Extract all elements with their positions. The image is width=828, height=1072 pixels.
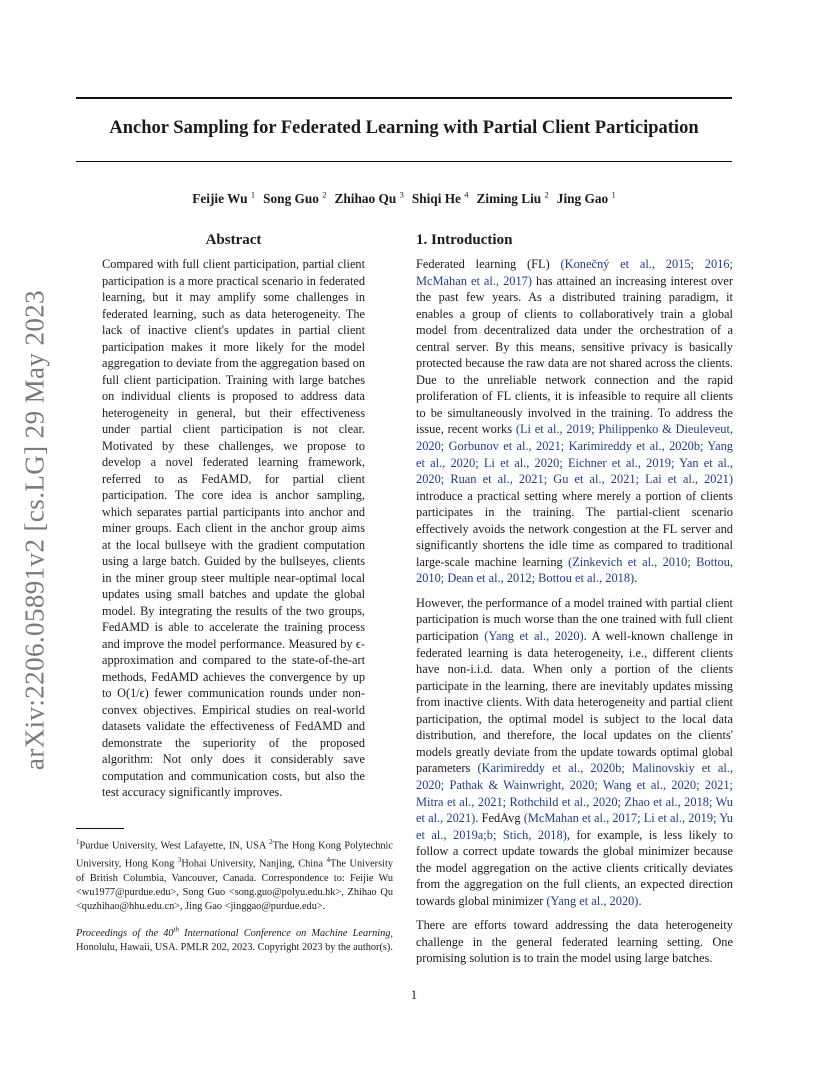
citation-link[interactable]: (Zinkevich et al., 2010; Bottou, 2010; Dean et al., 2012; Bottou et al., 2018): [416, 554, 734, 586]
author-list: [76, 190, 732, 207]
footnotes: [76, 828, 393, 955]
footnote-mark: 3: [177, 856, 182, 865]
paragraph-text: However, the performance of a model trained with partial client participation is much worse than the one trained with full client participation: [416, 595, 733, 644]
affiliation-footnote: [76, 835, 393, 914]
right-column: [416, 232, 733, 967]
author-name: [477, 191, 549, 206]
affiliation-text: Hohai University, Nanjing, China: [181, 858, 327, 870]
paragraph-text: .: [638, 893, 642, 908]
footnote-mark: 4: [326, 856, 330, 865]
author-name: [263, 191, 326, 206]
author-affiliation-mark: 1: [250, 190, 256, 200]
author-name: [557, 191, 616, 206]
abstract-text: Compared with full client participation, partial client participation is a more practical scenario in federated learning, but it may amplify some challenges in federated learning, such as data heterogeneity. The lack of inactive client's updates in partial client participation makes it more likely for the model aggregation to deviate from the aggregation based on full client participation. Training with large batches on individual clients is proposed to address data heterogeneity in general, but their effectiveness under partial client participation is not clear. Motivated by these challenges, we propose to develop a novel federated learning framework, referred to as FedAMD, for partial client participation. The core idea is anchor sampling, which separates partial participants into anchor and miner groups. Each client in the anchor group aims at the local bullseye with the gradient computation using a large batch. Guided by the bullseyes, clients in the miner group steer multiple near-optimal local updates using small batches and update the global model. By integrating the results of the two groups, FedAMD is able to accelerate the training process and improve the model performance. Measured by ϵ-approximation and compared to the state-of-the-art methods, FedAMD achieves the convergence by up to O(1/ϵ) fewer communication rounds under non-convex objectives. Empirical studies on real-world datasets validate the effectiveness of FedAMD and demonstrate the superiority of the proposed algorithm: Not only does it considerably save computation and communication costs, but also the test accuracy significantly improves.: [102, 257, 365, 799]
paragraph-text: introduce a practical setting where merely a portion of clients participates in the training. The partial-client scenario effectively avoids the network congestion at the FL server and significantly shortens the idle time as compared to traditional large-scale machine learning: [416, 488, 733, 569]
proceedings-number: 40: [163, 928, 174, 940]
paragraph-text: .: [634, 571, 638, 586]
citation-link[interactable]: (Yang et al., 2020): [546, 893, 639, 908]
proceedings-footnote: [76, 923, 393, 955]
left-column: [102, 232, 365, 801]
paragraph-text: , for example, is less likely to follow a correct update towards the global minimizer because the model aggregation on the active clients critically deviates from the aggregation on the full clients, an expected direction towards global minimizer: [416, 827, 734, 908]
affiliation-text: The Hong Kong Polytechnic University, Hong Kong: [76, 840, 393, 870]
paragraph-text: Federated learning (FL): [416, 257, 561, 271]
author-name-text: Zhihao Qu: [334, 191, 397, 207]
introduction-paragraph: [416, 256, 733, 587]
citation-link[interactable]: (Konečný et al., 2015; 2016; McMahan et al., 2017): [416, 257, 733, 288]
author-name-text: Song Guo: [263, 191, 319, 207]
author-name-text: Jing Gao: [556, 191, 609, 207]
affiliation-text: The University of British Columbia, Vancouver, Canada. Correspondence to: Feijie Wu <wu1977@purdue.edu>, Song Guo <song.guo@polyu.edu.hk>, Zhihao Qu <quzhihao@hhu.edu.cn>, Jing Gao <jinggao@purdue.edu>.: [76, 858, 393, 912]
page-number: 1: [410, 988, 418, 1002]
proceedings-prefix: Proceedings of the: [76, 928, 164, 940]
author-affiliation-mark: 2: [322, 190, 327, 200]
paragraph-text: There are efforts toward addressing the data heterogeneity challenge in the general federated learning setting. One promising solution is to train the model using large batches.: [416, 918, 733, 966]
footnote-mark: 2: [269, 838, 273, 846]
paper-title: Anchor Sampling for Federated Learning with Partial Client Participation: [109, 118, 699, 138]
title-rule-bottom: [76, 161, 732, 162]
footnote-rule: [76, 828, 124, 829]
paragraph-text: . FedAvg: [475, 811, 524, 826]
proceedings-details: , Honolulu, Hawaii, USA. PMLR 202, 2023. Copyright 2023 by the author(s).: [76, 928, 393, 954]
author-name: [192, 191, 255, 206]
author-name-text: Feijie Wu: [192, 191, 248, 207]
proceedings-ordinal: th: [173, 925, 179, 934]
author-name-text: Shiqi He: [411, 191, 461, 207]
abstract-heading: Abstract: [205, 232, 262, 248]
affiliation-text: Purdue University, West Lafayette, IN, USA: [79, 840, 270, 852]
introduction-paragraph: [416, 917, 733, 967]
author-name: [335, 191, 404, 206]
proceedings-venue: International Conference on Machine Learning: [178, 928, 391, 940]
arxiv-identifier: arXiv:2206.05891v2 [cs.LG] 29 May 2023: [19, 289, 50, 771]
citation-link[interactable]: (Yang et al., 2020): [484, 629, 584, 644]
citation-link[interactable]: (Karimireddy et al., 2020b; Malinovskiy et al., 2020; Pathak & Wainwright, 2020; Wang et al., 2020; 2021; Mitra et al., 2021; Rothchild et al., 2020; Zhao et al., 2018; Wu et al., 2021): [416, 761, 733, 826]
citation-link[interactable]: (McMahan et al., 2017; Li et al., 2019; Yu et al., 2019a;b; Stich, 2018): [416, 811, 733, 842]
introduction-body: [416, 256, 733, 967]
title-rule-top: [76, 97, 732, 99]
author-name-text: Ziming Liu: [476, 191, 542, 207]
citation-link[interactable]: (Li et al., 2019; Philippenko & Dieuleveut, 2020; Gorbunov et al., 2021; Karimireddy et al., 2020b; Yang et al., 2020; Li et al., 2020; Eichner et al., 2019; Yan et al., 2020; Ruan et al., 2021; Gu et al., 2021; Lai et al., 2021): [416, 422, 733, 487]
paragraph-text: . A well-known challenge in federated learning is data heterogeneity, i.e., different clients have non-i.i.d. data. When only a portion of the clients participate in the learning, there are inevitably updates missing from inactive clients. With data heterogeneity and partial client participation, the optimal model is subject to the local data distribution, and therefore, the local updates on the clients' models greatly deviate from the update towards optimal global parameters: [416, 629, 733, 776]
author-affiliation-mark: 3: [399, 190, 404, 200]
introduction-paragraph: [416, 595, 733, 909]
author-affiliation-mark: 4: [464, 190, 469, 200]
author-name: [412, 191, 469, 206]
introduction-heading: 1. Introduction: [416, 232, 513, 248]
author-affiliation-mark: 1: [611, 190, 616, 200]
paragraph-text: has attained an increasing interest over the past few years. As a distributed training paradigm, it enables a group of clients to collaboratively train a global model from decentralized data under the orchestration of a central server. By this means, sensitive privacy is basically protected because the raw data are not shared across the clients. Due to the unreliable network connection and the rapid proliferation of FL clients, it is infeasible to require all clients to be simultaneously involved in the training. To address the issue, recent works: [416, 273, 733, 437]
footnote-mark: 1: [76, 838, 80, 846]
author-affiliation-mark: 2: [544, 190, 549, 200]
